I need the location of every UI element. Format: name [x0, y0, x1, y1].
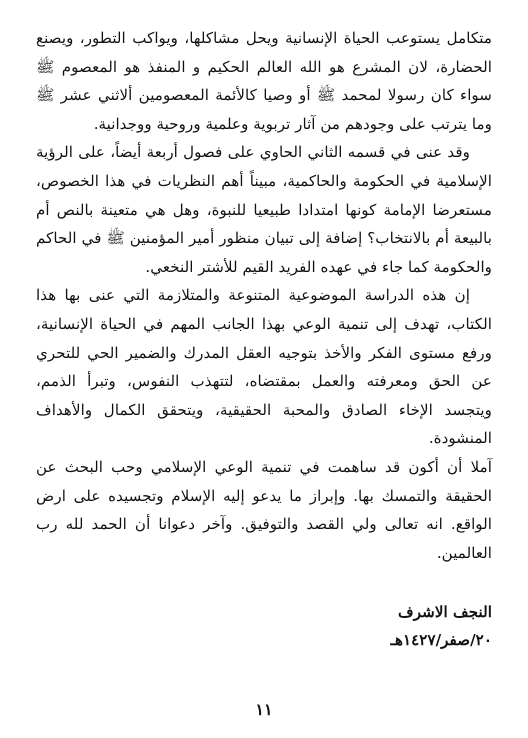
paragraph-4: آملا أن أكون قد ساهمت في تنمية الوعي الإسلامي وحب البحث عن الحقيقة والتمسك بها. وإبراز ما يدعو إليه الإسلام وتجسيده على ارض الواقع. انه تعالى ولي القصد والتوفيق. وآخر دعوانا أن الحمد لله رب العالمين. [36, 457, 492, 562]
signature-block [192, 598, 492, 654]
page-number: ١١ [255, 700, 273, 719]
paragraph-2: وقد عنى في قسمه الثاني الحاوي على فصول أربعة أيضاً، على الرؤية الإسلامية في الحكومة والحاكمية، مبيناً أهم النظريات في هذا الخصوص، مستعرضا الإمامة كونها امتدادا طبيعيا للنبوة، وهل هي متعينة بالنص أم بالبيعة أم بالانتخاب؟ إضافة إلى تبيان منظور أمير المؤمنين ﷺ في الحاكم والحكومة كما جاء في عهده الفريد القيم للأشتر النخعي. [36, 143, 492, 276]
signature-place: النجف الاشرف [398, 603, 492, 621]
paragraph-1: متكامل يستوعب الحياة الإنسانية ويحل مشاكلها، ويواكب التطور، ويصنع الحضارة، لان المشرع هو الله العالم الحكيم و المنفذ هو المعصوم ﷺ سواء كان رسولا لمحمد ﷺ أو وصيا كالأئمة المعصومين ألاثني عشر ﷺ وما يترتب على وجودهم من آثار تربوية وعلمية وروحية ووجدانية. [36, 29, 492, 133]
paragraph-3: إن هذه الدراسة الموضوعية المتنوعة والمتلازمة التي عنى بها هذا الكتاب، تهدف إلى تنمية الوعي بهذا الجانب المهم في الحياة الإنسانية، ورفع مستوى الفكر والأخذ بتوجيه العقل المدرك والضمير الحي للتحري عن الحق ومعرفته والعمل بمقتضاه، لتتهذب النفوس، وتبرأ الذمم، ويتجسد الإخاء الصادق والمحبة الحقيقية، ويتحقق الكمال والأهداف المنشودة. [36, 286, 492, 448]
signature-date: ٢٠/صفر/١٤٢٧هـ [390, 631, 492, 649]
page-body [36, 24, 492, 567]
